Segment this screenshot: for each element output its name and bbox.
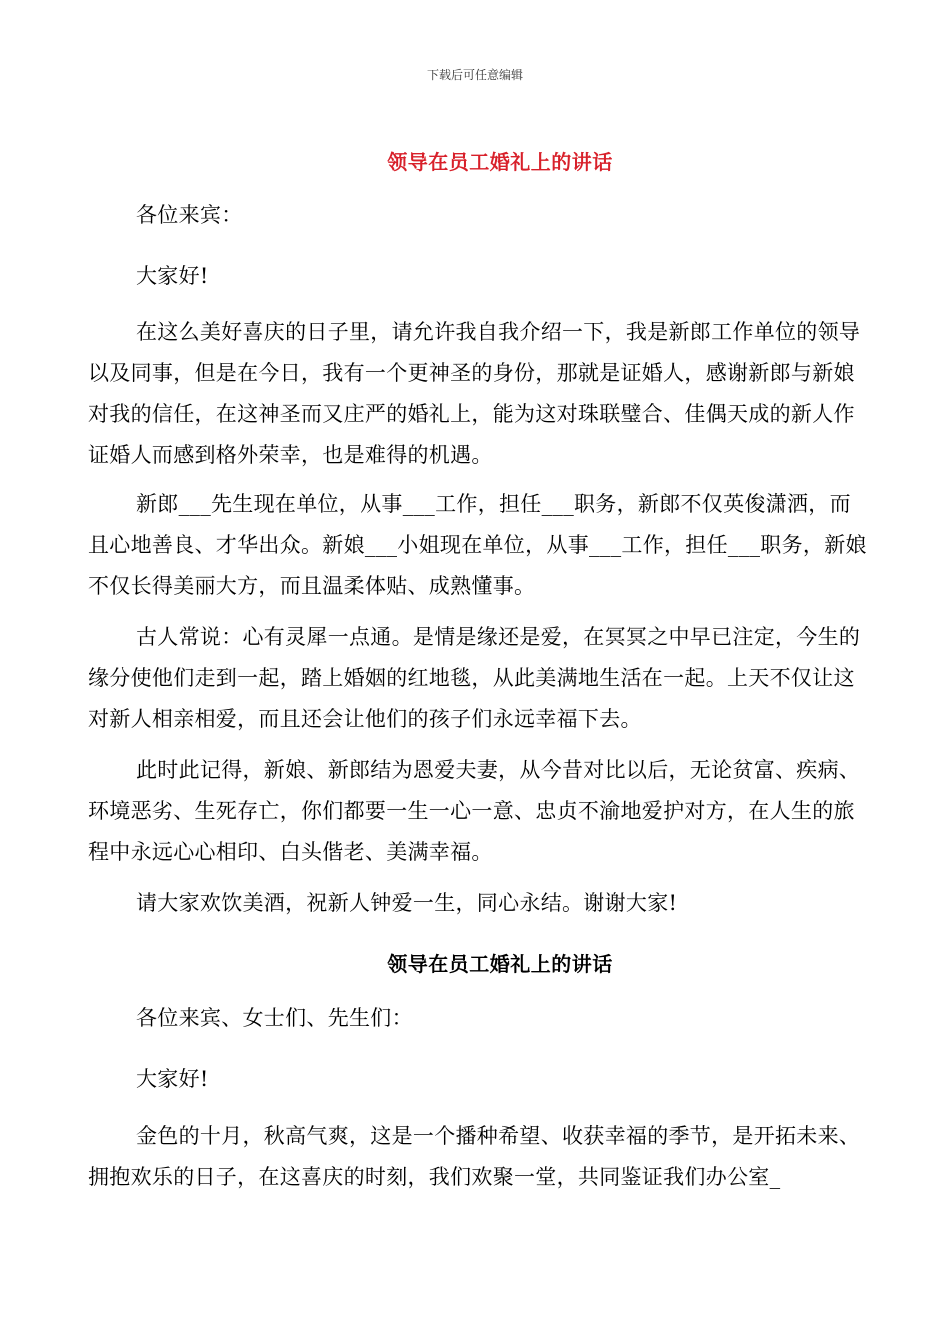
second-section-title: 领导在员工婚礼上的讲话 [387, 952, 613, 976]
salutation: 各位来宾： [136, 203, 243, 227]
speech-paragraph-2: 新郎___先生现在单位，从事___工作，担任___职务，新郎不仅英俊潇洒，而且心地善良、才华出众。新娘___小姐现在单位，从事___工作，担任___职务，新娘不仅长得美丽大方，而且温柔体贴、成熟懂事。 [88, 492, 867, 598]
speech-paragraph-4: 此时此记得，新娘、新郎结为恩爱夫妻，从今昔对比以后，无论贫富、疾病、环境恶劣、生死存亡，你们都要一生一心一意、忠贞不渝地爱护对方，在人生的旅程中永远心心相印、白头偕老、美满幸福。 [88, 758, 861, 864]
speech-paragraph-3: 古人常说：心有灵犀一点通。是情是缘还是爱，在冥冥之中早已注定，今生的缘分使他们走到一起，踏上婚姻的红地毯，从此美满地生活在一起。上天不仅让这对新人相亲相爱，而且还会让他们的孩子们永远幸福下去。 [88, 625, 861, 731]
salutation-2: 各位来宾、女士们、先生们： [136, 1006, 413, 1030]
greeting: 大家好! [136, 264, 209, 288]
document-title: 领导在员工婚礼上的讲话 [387, 150, 613, 174]
speech-paragraph-5: 金色的十月，秋高气爽，这是一个播种希望、收获幸福的季节，是开拓未来、拥抱欢乐的日子，在这喜庆的时刻，我们欢聚一堂，共同鉴证我们办公室_ [88, 1124, 861, 1189]
speech-closing: 请大家欢饮美酒，祝新人钟爱一生，同心永结。谢谢大家! [136, 891, 678, 915]
speech-paragraph-1: 在这么美好喜庆的日子里，请允许我自我介绍一下，我是新郎工作单位的领导以及同事，但是在今日，我有一个更神圣的身份，那就是证婚人，感谢新郎与新娘对我的信任，在这神圣而又庄严的婚礼上，能为这对珠联璧合、佳偶天成的新人作证婚人而感到格外荣幸，也是难得的机遇。 [88, 320, 861, 467]
page-header-note: 下载后可任意编辑 [426, 68, 523, 82]
greeting-2: 大家好! [136, 1067, 209, 1091]
